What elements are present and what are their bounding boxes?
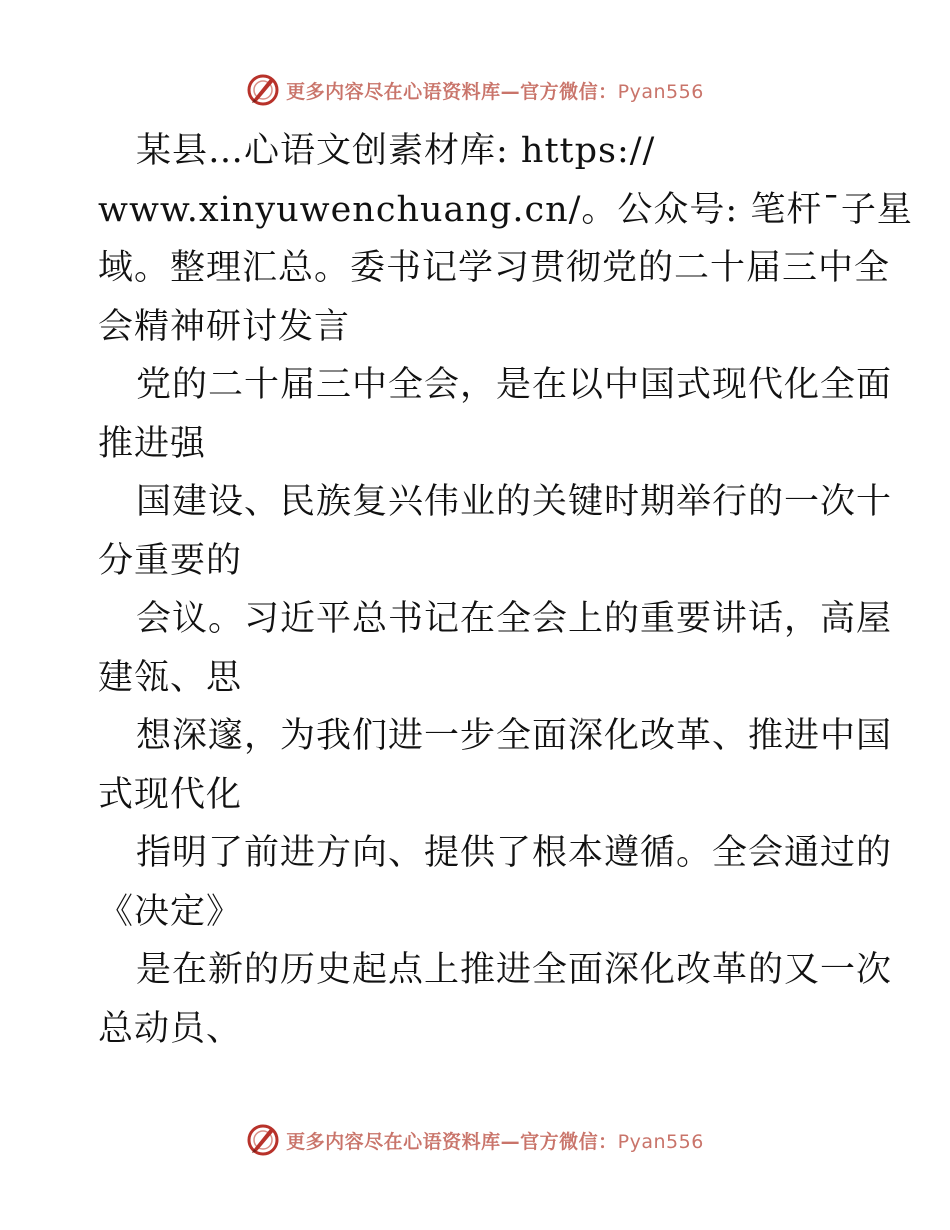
text-line: 域。整理汇总。委书记学习贯彻党的二十届三中全 — [98, 248, 891, 288]
watermark-text: 更多内容尽在心语资料库—官方微信：Pyan556 — [286, 80, 704, 103]
text-line: 分重要的 — [98, 540, 243, 581]
watermark-text: 更多内容尽在心语资料库—官方微信：Pyan556 — [286, 1130, 704, 1153]
text-line: 式现代化 — [98, 774, 243, 815]
text-line: 指明了前进方向、提供了根本遵循。全会通过的 — [136, 833, 893, 873]
text-line: 国建设、民族复兴伟业的关键时期举行的一次十 — [136, 482, 893, 522]
quill-logo-icon — [246, 1123, 280, 1157]
text-line: 党的二十届三中全会，是在以中国式现代化全面 — [136, 365, 893, 405]
text-line: 某县…心语文创素材库: https:// — [136, 131, 656, 171]
text-line: 想深邃，为我们进一步全面深化改革、推进中国 — [136, 716, 893, 756]
text-line: 《决定》 — [98, 891, 243, 932]
text-line: 是在新的历史起点上推进全面深化改革的又一次 — [136, 950, 893, 990]
text-line: 建瓴、思 — [98, 657, 243, 698]
quill-logo-icon — [246, 73, 280, 107]
text-line: 会精神研讨发言 — [98, 306, 351, 347]
text-line: 总动员、 — [98, 1008, 243, 1049]
text-line: www.xinyuwenchuang.cn/。公众号: 笔杆¯子星 — [98, 189, 913, 230]
watermark-header — [0, 72, 950, 108]
watermark-footer — [0, 1122, 950, 1158]
text-line: 会议。习近平总书记在全会上的重要讲话，高屋 — [136, 599, 893, 639]
text-line: 推进强 — [98, 423, 207, 464]
document-body — [98, 122, 913, 1058]
